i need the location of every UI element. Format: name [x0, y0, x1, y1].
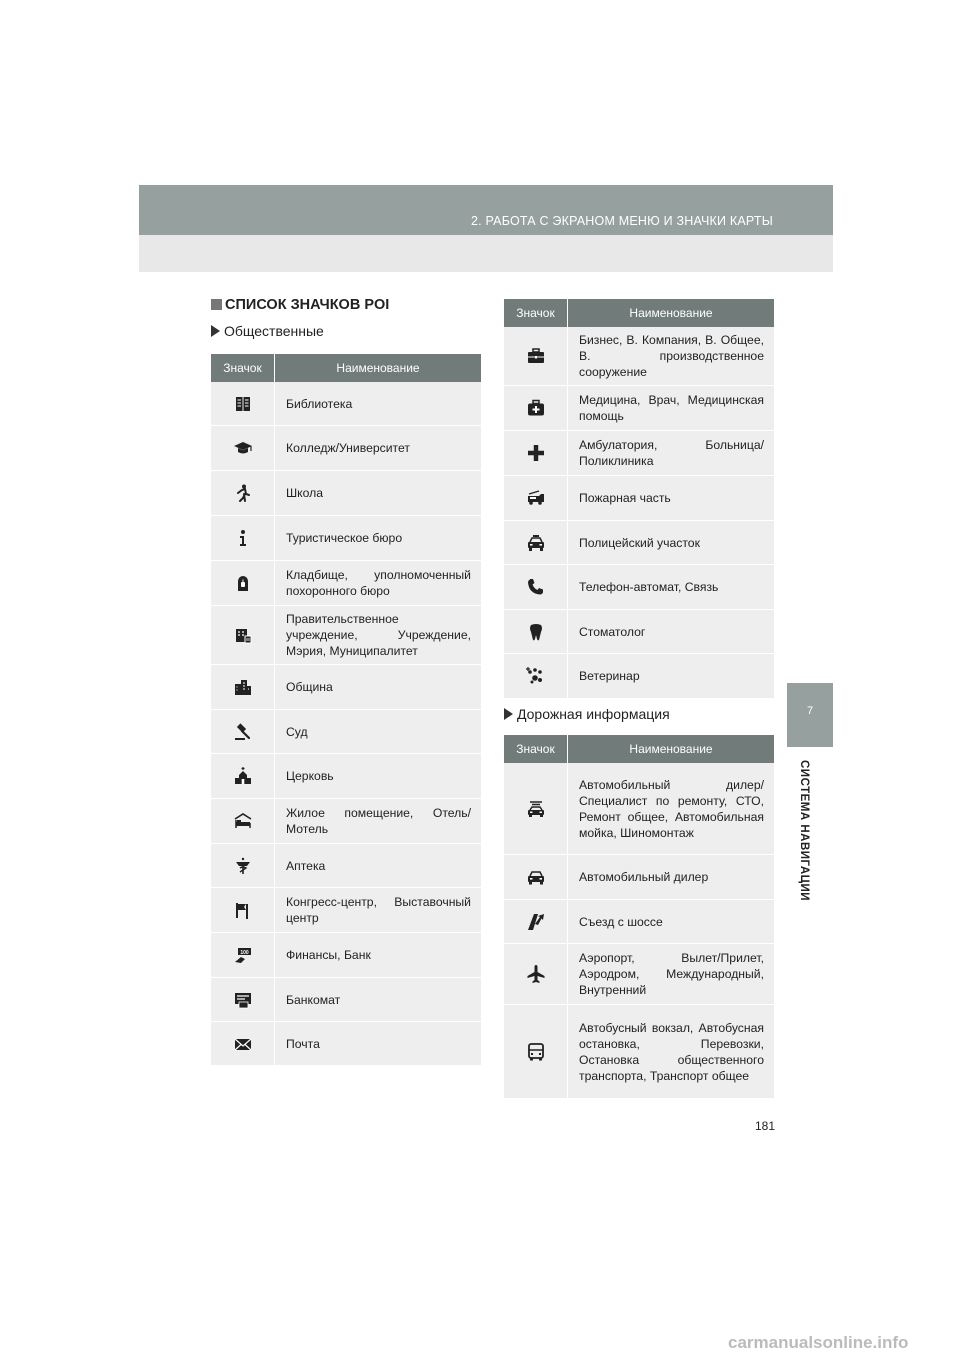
subsection-road-text: Дорожная информация	[517, 706, 670, 722]
poi-table-public	[211, 354, 481, 1066]
graduation-cap-icon	[233, 438, 253, 458]
icon-cell	[211, 754, 275, 798]
table-row	[211, 888, 481, 933]
icon-cell	[504, 944, 568, 1004]
bed-icon	[233, 811, 253, 831]
table-row	[211, 516, 481, 561]
poi-name: Библиотека	[286, 396, 353, 411]
table-row	[504, 386, 774, 431]
name-cell	[275, 1022, 481, 1065]
name-cell	[275, 933, 481, 977]
table-row	[504, 431, 774, 476]
table-row	[211, 606, 481, 665]
triangle-bullet-icon	[211, 325, 220, 337]
banknote-icon	[233, 945, 253, 965]
header-name-col: Наименование	[336, 361, 420, 375]
icon-cell	[211, 471, 275, 515]
poi-name: Аэропорт, Вылет/Прилет, Аэродром, Международный, Внутренний	[579, 951, 764, 997]
highway-exit-icon	[526, 912, 546, 932]
name-cell	[275, 426, 481, 470]
poi-name: Автомобильный дилер	[579, 870, 709, 884]
atm-icon	[233, 990, 253, 1010]
poi-table-road	[504, 735, 774, 1099]
name-cell	[568, 431, 774, 475]
icon-cell	[211, 844, 275, 887]
convention-flag-icon	[233, 900, 253, 920]
table-row	[504, 565, 774, 610]
paw-icon	[526, 666, 546, 686]
briefcase-icon	[526, 346, 546, 366]
name-cell	[275, 978, 481, 1021]
poi-name: Телефон-автомат, Связь	[579, 580, 719, 594]
book-icon	[233, 394, 253, 414]
airplane-icon	[526, 964, 546, 984]
chapter-number: 7	[806, 705, 814, 717]
poi-name: Кладбище, уполномоченный похоронного бюро	[286, 568, 471, 598]
name-cell	[568, 610, 774, 653]
subsection-road	[504, 706, 670, 722]
car-service-icon	[526, 799, 546, 819]
table-row	[211, 561, 481, 606]
icon-cell	[504, 521, 568, 564]
name-cell	[568, 327, 774, 385]
table-row	[211, 382, 481, 426]
name-cell	[275, 799, 481, 843]
poi-name: Стоматолог	[579, 624, 646, 639]
icon-cell	[211, 978, 275, 1021]
poi-name: Автомобильный дилер/Специалист по ремонту, СТО, Ремонт общее, Автомобильная мойка, Шиномонтаж	[579, 777, 764, 840]
table-row	[504, 654, 774, 699]
poi-name: Почта	[286, 1036, 320, 1051]
name-cell	[275, 888, 481, 932]
icon-cell	[504, 565, 568, 609]
plus-cross-icon	[526, 443, 546, 463]
icon-cell	[504, 900, 568, 943]
subsection-public	[211, 323, 324, 339]
car-icon	[526, 867, 546, 887]
cemetery-icon	[233, 573, 253, 593]
name-cell	[275, 665, 481, 709]
table-row	[211, 665, 481, 710]
section-title-text: СПИСОК ЗНАЧКОВ POI	[225, 297, 390, 313]
name-cell	[275, 382, 481, 425]
chapter-tab	[787, 683, 833, 747]
name-cell	[275, 561, 481, 605]
subsection-public-text: Общественные	[224, 323, 324, 339]
header-bar	[139, 185, 833, 235]
table-row	[211, 426, 481, 471]
table-row	[504, 521, 774, 565]
name-cell	[275, 516, 481, 560]
icon-cell	[504, 327, 568, 385]
poi-name: Суд	[286, 724, 308, 739]
table-row	[211, 710, 481, 754]
table-row	[504, 1005, 774, 1099]
section-title	[211, 297, 389, 313]
table-row	[211, 1022, 481, 1066]
tooth-icon	[526, 622, 546, 642]
icon-cell	[504, 476, 568, 520]
poi-name: Бизнес, В. Компания, В. Общее, В. производственное сооружение	[579, 333, 764, 379]
triangle-bullet-icon	[504, 708, 513, 720]
icon-cell	[504, 610, 568, 653]
poi-name: Конгресс-центр, Выставочный центр	[286, 895, 471, 925]
table-row	[504, 327, 774, 386]
pedestrian-child-icon	[233, 483, 253, 503]
poi-name: Полицейский участок	[579, 535, 700, 550]
page-number: 181	[755, 1119, 776, 1133]
table-row	[504, 944, 774, 1005]
info-icon	[233, 528, 253, 548]
name-cell	[568, 654, 774, 698]
header-icon-col: Значок	[504, 735, 568, 763]
poi-name: Медицина, Врач, Медицинская помощь	[579, 393, 764, 423]
icon-cell	[504, 1005, 568, 1098]
name-cell	[275, 471, 481, 515]
church-icon	[233, 766, 253, 786]
bus-icon	[526, 1042, 546, 1062]
header-sub-bar	[139, 235, 833, 272]
header-name-col: Наименование	[629, 306, 713, 320]
name-cell	[568, 944, 774, 1004]
poi-name: Банкомат	[286, 992, 341, 1007]
table-row	[504, 900, 774, 944]
police-car-icon	[526, 533, 546, 553]
poi-name: Финансы, Банк	[286, 948, 371, 962]
icon-cell	[211, 516, 275, 560]
poi-name: Жилое помещение, Отель/Мотель	[286, 806, 471, 836]
icon-cell	[211, 606, 275, 664]
name-cell	[568, 763, 774, 854]
poi-name: Амбулатория, Больница/Поликлиника	[579, 438, 764, 468]
poi-name: Правительственное учреждение, Учреждение, Мэрия, Муниципалитет	[286, 612, 471, 658]
poi-name: Церковь	[286, 769, 334, 783]
name-cell	[568, 855, 774, 899]
table-header	[211, 354, 481, 382]
poi-name: Ветеринар	[579, 669, 640, 683]
table-row	[504, 855, 774, 900]
svg-text:100: 100	[239, 949, 249, 956]
name-cell	[275, 754, 481, 798]
name-cell	[568, 565, 774, 609]
medical-bag-icon	[526, 398, 546, 418]
community-buildings-icon	[233, 677, 253, 697]
poi-name: Туристическое бюро	[286, 531, 403, 545]
poi-name: Община	[286, 680, 333, 694]
poi-table-services	[504, 299, 774, 699]
poi-name: Школа	[286, 486, 324, 500]
icon-cell	[504, 855, 568, 899]
phone-icon	[526, 577, 546, 597]
icon-cell	[211, 426, 275, 470]
table-row	[211, 844, 481, 888]
poi-name: Съезд с шоссе	[579, 914, 663, 929]
header-icon-col: Значок	[211, 354, 275, 382]
poi-name: Аптека	[286, 858, 326, 873]
name-cell	[568, 476, 774, 520]
name-cell	[568, 386, 774, 430]
watermark: carmanualsonline.info	[728, 1333, 909, 1352]
header-name-col: Наименование	[629, 742, 713, 756]
table-header	[504, 299, 774, 327]
name-cell	[568, 900, 774, 943]
name-cell	[275, 606, 481, 664]
name-cell	[275, 844, 481, 887]
poi-name: Пожарная часть	[579, 491, 671, 505]
table-row	[211, 933, 481, 978]
table-row	[211, 978, 481, 1022]
name-cell	[275, 710, 481, 753]
table-row	[504, 763, 774, 855]
table-row	[211, 754, 481, 799]
name-cell	[568, 1005, 774, 1098]
poi-name: Колледж/Университет	[286, 441, 410, 455]
table-row	[211, 471, 481, 516]
icon-cell	[504, 431, 568, 475]
gavel-icon	[233, 722, 253, 742]
icon-cell	[211, 888, 275, 932]
chapter-label: СИСТЕМА НАВИГАЦИИ	[798, 760, 810, 902]
header-title: 2. РАБОТА С ЭКРАНОМ МЕНЮ И ЗНАЧКИ КАРТЫ	[470, 214, 773, 228]
icon-cell	[211, 382, 275, 425]
icon-cell	[211, 799, 275, 843]
fire-truck-icon	[526, 488, 546, 508]
name-cell	[568, 521, 774, 564]
government-building-icon	[233, 625, 253, 645]
header-icon-col: Значок	[504, 299, 568, 327]
table-row	[504, 476, 774, 521]
icon-cell	[211, 561, 275, 605]
icon-cell	[211, 665, 275, 709]
icon-cell	[211, 933, 275, 977]
table-header	[504, 735, 774, 763]
icon-cell	[211, 1022, 275, 1065]
pharmacy-icon	[233, 856, 253, 876]
envelope-icon	[233, 1034, 253, 1054]
table-row	[504, 610, 774, 654]
icon-cell	[504, 386, 568, 430]
square-bullet-icon	[211, 299, 222, 310]
icon-cell	[504, 654, 568, 698]
table-row	[211, 799, 481, 844]
icon-cell	[211, 710, 275, 753]
icon-cell	[504, 763, 568, 854]
poi-name: Автобусный вокзал, Автобусная остановка, Перевозки, Остановка общественного транспорта, Транспорт общее	[579, 1020, 764, 1083]
